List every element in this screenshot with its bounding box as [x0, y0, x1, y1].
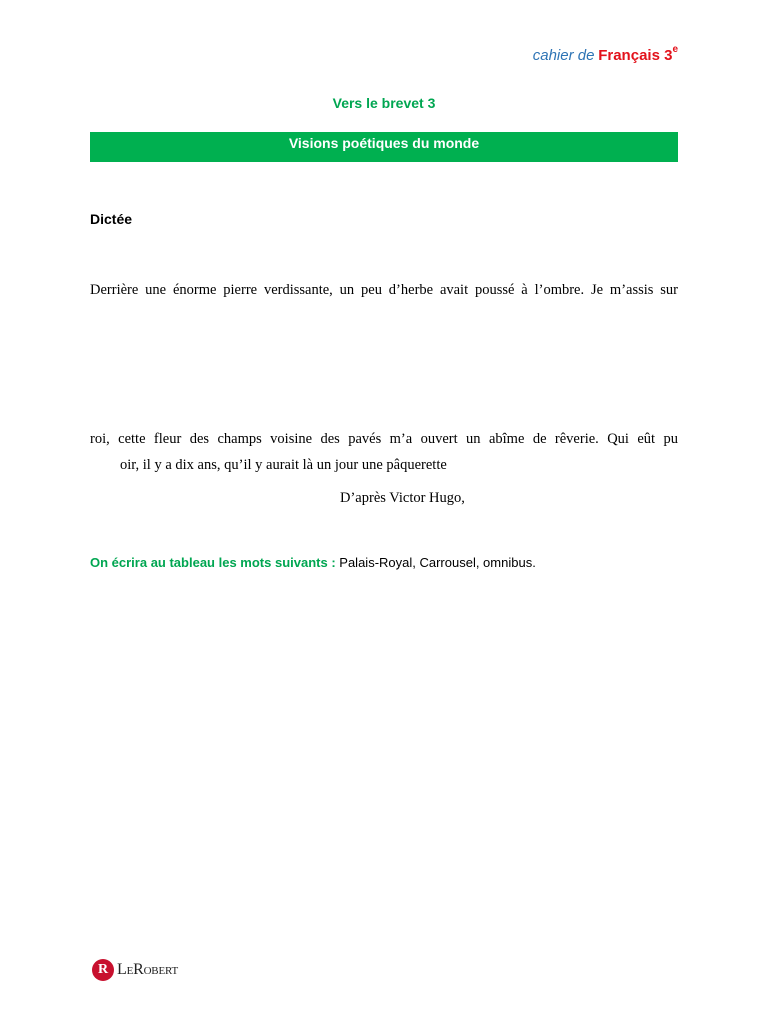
header-brand: [533, 46, 678, 65]
brand-prefix: cahier de: [532, 47, 595, 64]
logo-text: LeRobert: [117, 961, 178, 978]
dictation-line-2: roi, cette fleur des champs voisine des pavés m’a ouvert un abîme de rêverie. Qui eût pu: [90, 431, 678, 447]
page-title: Vers le brevet 3: [332, 95, 436, 111]
section-heading: Dictée: [90, 211, 133, 227]
publisher-logo: [92, 959, 178, 981]
logo-r-icon: R: [92, 959, 114, 981]
instruction: [90, 555, 536, 570]
brand-main: Français 3: [598, 47, 673, 64]
instruction-label: On écrira au tableau les mots suivants :: [90, 555, 336, 570]
dictation-line-3: oir, il y a dix ans, qu’il y aurait là un jour une pâquerette: [120, 457, 447, 473]
dictation-line-1: Derrière une énorme pierre verdissante, un peu d’herbe avait poussé à l’ombre. Je m’assis sur: [90, 282, 678, 298]
attribution: D’après Victor Hugo,: [340, 490, 465, 506]
brand-superscript: e: [672, 44, 678, 55]
instruction-words: Palais-Royal, Carrousel, omnibus.: [339, 555, 536, 570]
section-banner: Visions poétiques du monde: [90, 132, 678, 162]
